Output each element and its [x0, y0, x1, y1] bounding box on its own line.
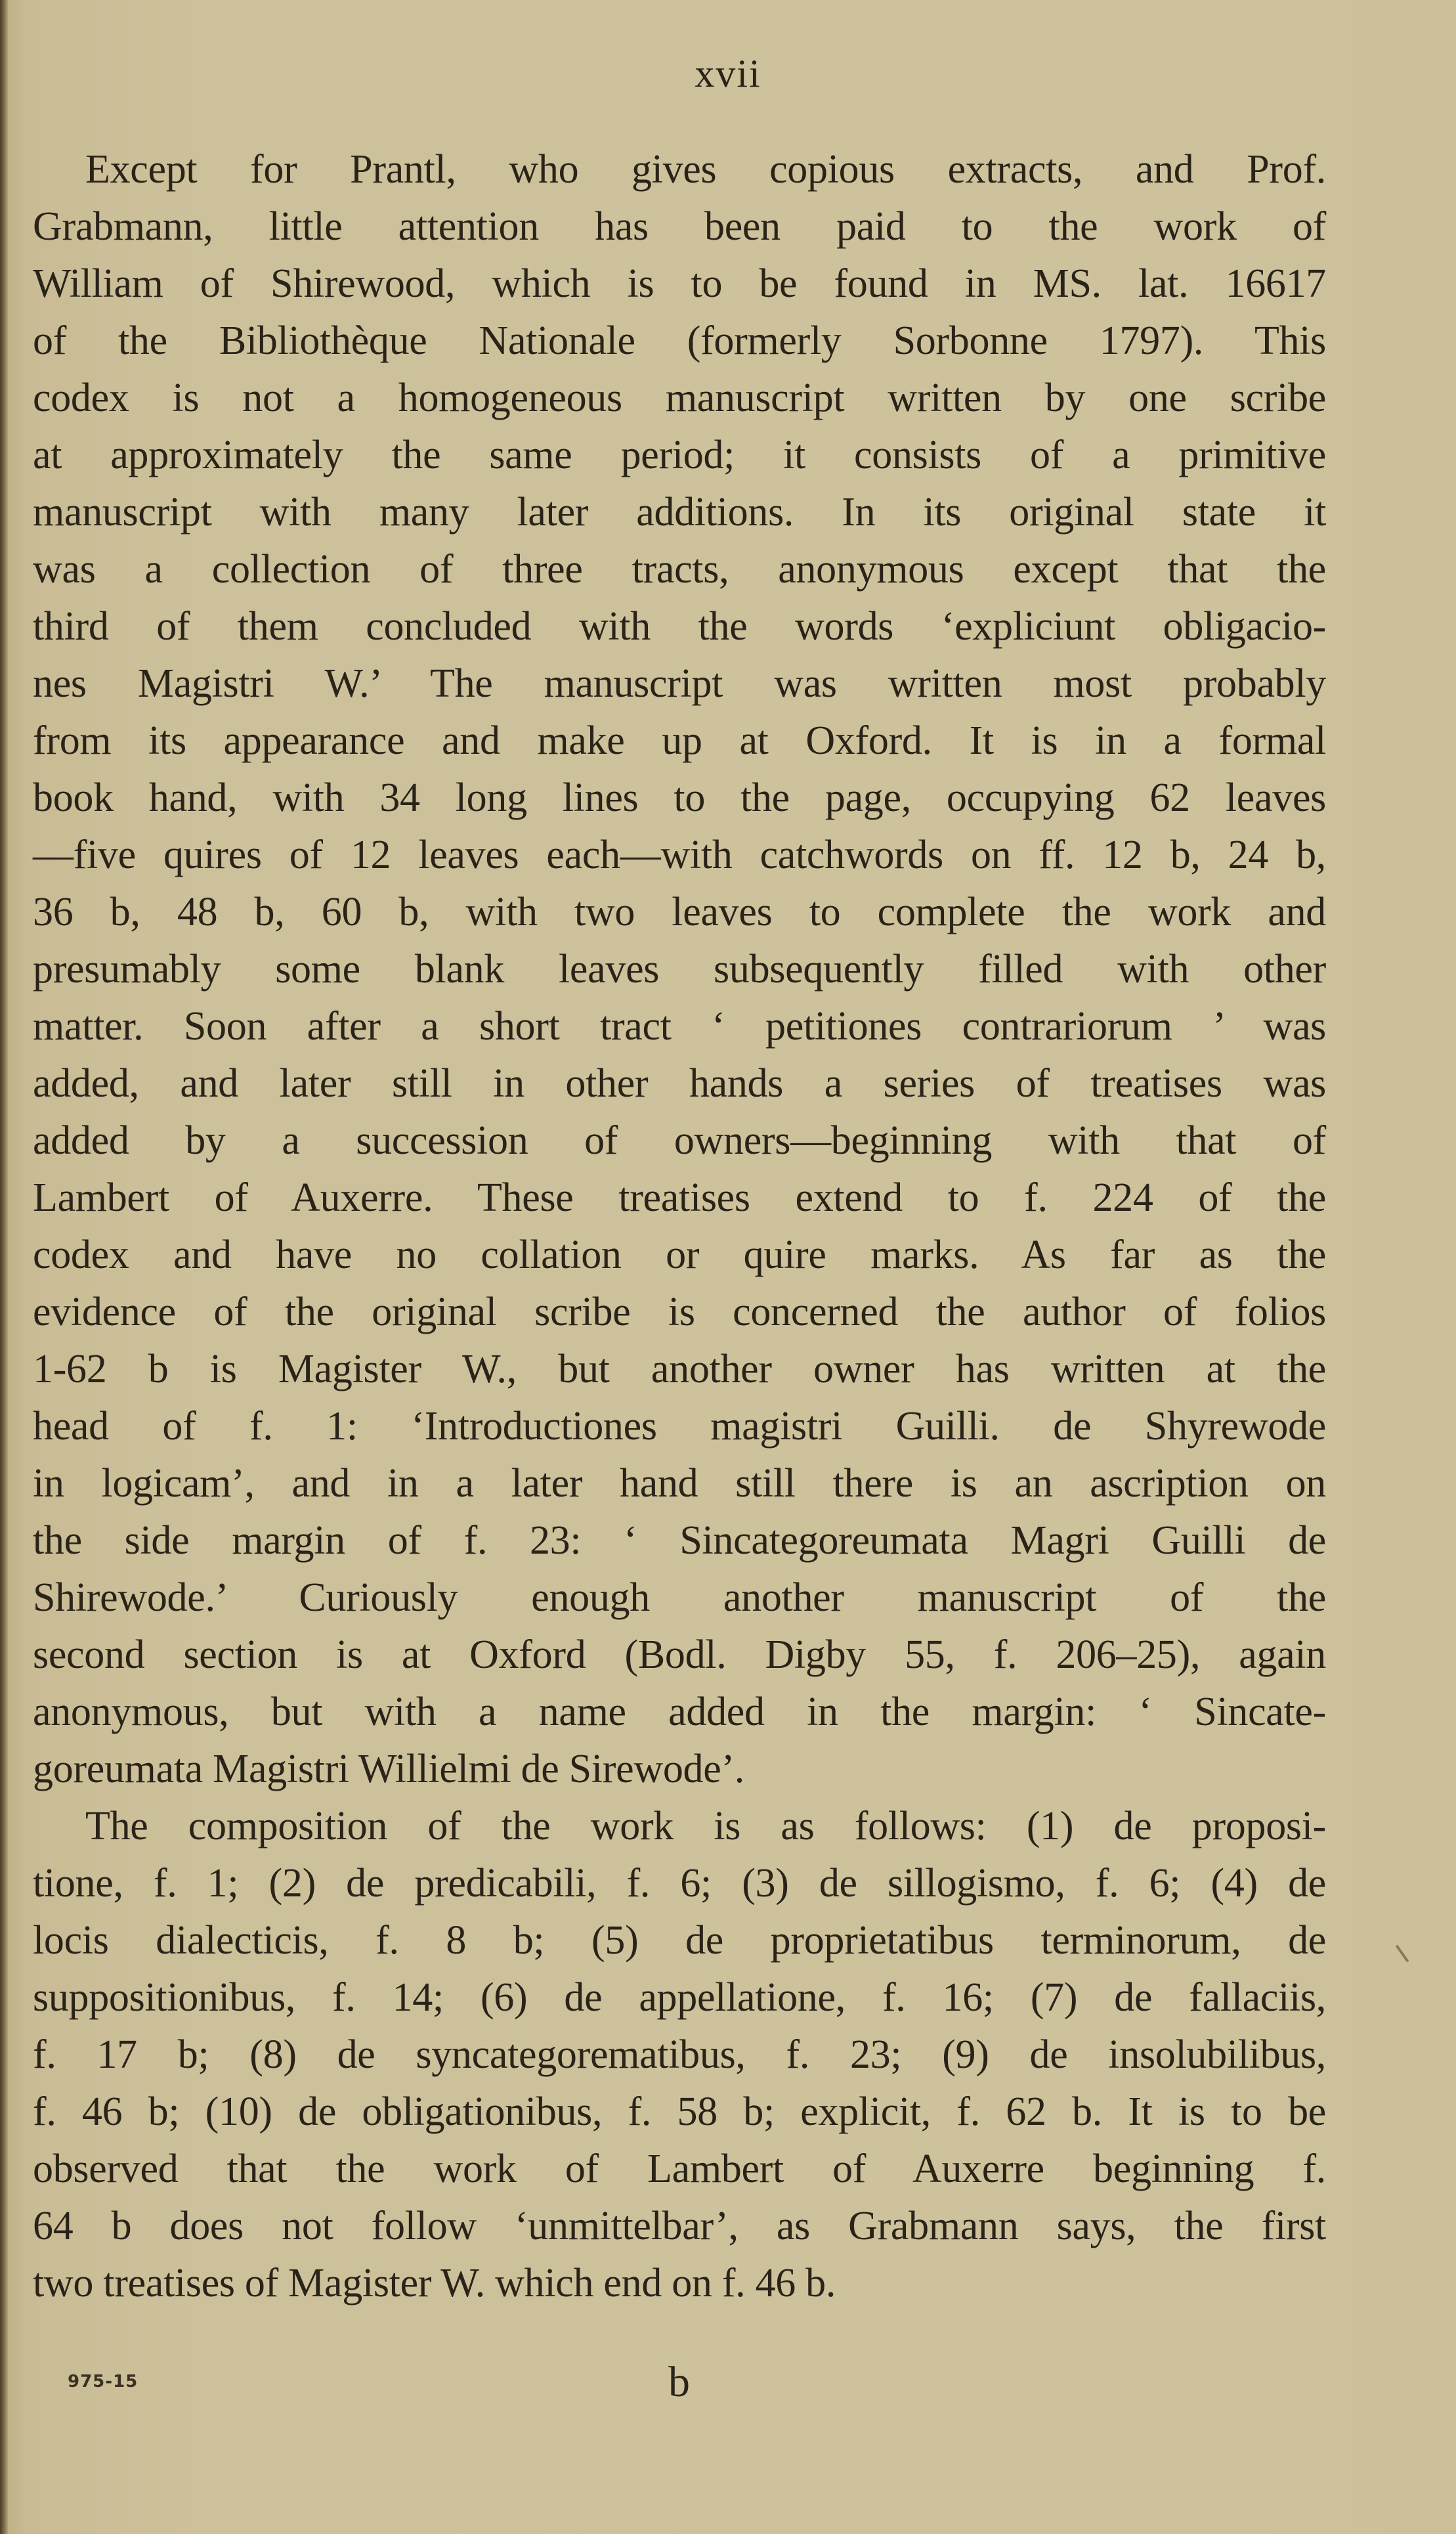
text-line: 64 b does not follow ‘unmittelbar’, as Grabmann says, the first — [33, 2204, 1326, 2248]
text-line: f. 46 b; (10) de obligationibus, f. 58 b; explicit, f. 62 b. It is to be — [33, 2089, 1326, 2134]
text-line: codex and have no collation or quire marks. As far as the — [33, 1233, 1326, 1277]
text-line: book hand, with 34 long lines to the page, occupying 62 leaves — [33, 775, 1326, 820]
text-line: —five quires of 12 leaves each—with catchwords on ff. 12 b, 24 b, — [33, 833, 1326, 877]
text-line: evidence of the original scribe is concerned the author of folios — [33, 1290, 1326, 1334]
text-line: goreumata Magistri Willielmi de Sirewode’. — [33, 1747, 744, 1791]
text-line: 1-62 b is Magister W., but another owner has written at the — [33, 1347, 1326, 1391]
text-line: added, and later still in other hands a series of treatises was — [33, 1061, 1326, 1106]
text-line: of the Bibliothèque Nationale (formerly Sorbonne 1797). This — [33, 318, 1326, 363]
text-line: The composition of the work is as follows: (1) de proposi- — [85, 1804, 1326, 1848]
page-number: xvii — [695, 52, 761, 95]
text-line: head of f. 1: ‘Introductiones magistri Guilli. de Shyrewode — [33, 1404, 1326, 1449]
text-line: at approximately the same period; it consists of a primitive — [33, 433, 1326, 477]
text-line: William of Shirewood, which is to be found in MS. lat. 16617 — [33, 261, 1326, 306]
text-line: nes Magistri W.’ The manuscript was written most probably — [33, 661, 1326, 706]
text-line: manuscript with many later additions. In its original state it — [33, 490, 1326, 535]
text-line: third of them concluded with the words ‘expliciunt obligacio- — [33, 604, 1326, 649]
text-line: f. 17 b; (8) de syncategorematibus, f. 23; (9) de insolubilibus, — [33, 2032, 1326, 2077]
text-line: suppositionibus, f. 14; (6) de appellatione, f. 16; (7) de fallaciis, — [33, 1975, 1326, 2020]
paragraph — [33, 1798, 1326, 2312]
text-line: observed that the work of Lambert of Auxerre beginning f. — [33, 2147, 1326, 2191]
text-line: Except for Prantl, who gives copious extracts, and Prof. — [85, 147, 1326, 192]
text-line: the side margin of f. 23: ‘ Sincategoreumata Magri Guilli de — [33, 1518, 1326, 1563]
body-text — [33, 141, 1326, 2312]
gathering-letter: b — [668, 2358, 690, 2406]
text-line: Grabmann, little attention has been paid to the work of — [33, 204, 1326, 249]
text-line: 36 b, 48 b, 60 b, with two leaves to complete the work and — [33, 890, 1326, 934]
text-line: from its appearance and make up at Oxford. It is in a formal — [33, 718, 1326, 763]
text-line: anonymous, but with a name added in the margin: ‘ Sincate- — [33, 1690, 1326, 1734]
signature-mark: 975-15 — [68, 2372, 139, 2392]
text-line: added by a succession of owners—beginning with that of — [33, 1118, 1326, 1163]
text-line: locis dialecticis, f. 8 b; (5) de proprietatibus terminorum, de — [33, 1918, 1326, 1963]
text-line: Lambert of Auxerre. These treatises extend to f. 224 of the — [33, 1175, 1326, 1220]
text-line: two treatises of Magister W. which end on f. 46 b. — [33, 2261, 836, 2305]
binding-edge — [0, 0, 8, 2534]
text-line: tione, f. 1; (2) de predicabili, f. 6; (3) de sillogismo, f. 6; (4) de — [33, 1861, 1326, 1906]
text-line: codex is not a homogeneous manuscript written by one scribe — [33, 376, 1326, 420]
text-line: presumably some blank leaves subsequently filled with other — [33, 947, 1326, 992]
text-line: second section is at Oxford (Bodl. Digby 55, f. 206–25), again — [33, 1632, 1326, 1677]
text-line: was a collection of three tracts, anonymous except that the — [33, 547, 1326, 592]
text-line: Shirewode.’ Curiously enough another manuscript of the — [33, 1575, 1326, 1620]
text-line: matter. Soon after a short tract ‘ petitiones contrariorum ’ was — [33, 1004, 1326, 1049]
text-line: in logicam’, and in a later hand still there is an ascription on — [33, 1461, 1326, 1506]
paragraph — [33, 141, 1326, 1798]
margin-mark — [1396, 1945, 1409, 1963]
